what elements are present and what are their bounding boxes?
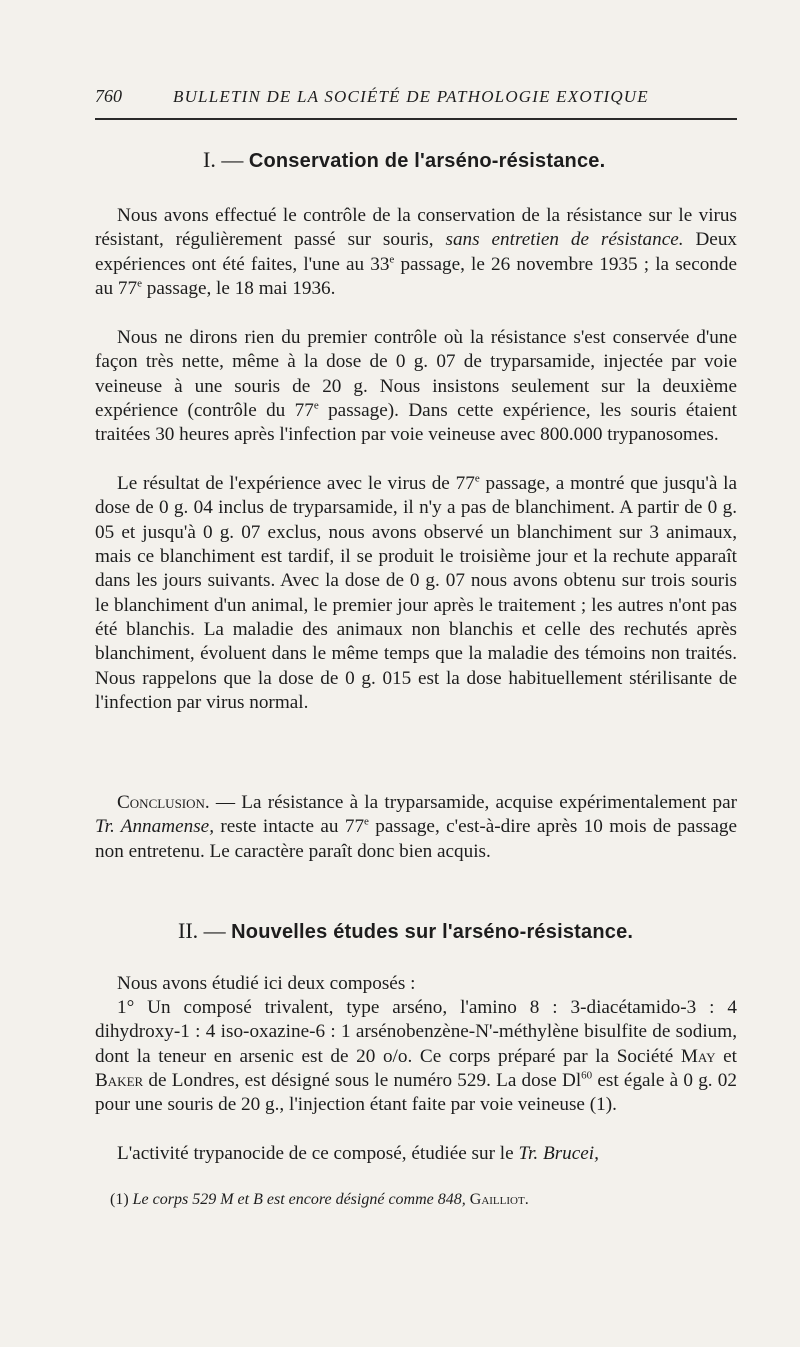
footnote-author: Gailliot.: [465, 1191, 529, 1208]
footnote: [110, 1190, 737, 1210]
section-2-paragraph-3: L'activité trypanocide de ce composé, étudiée sur le Tr. Brucei,: [117, 1143, 599, 1165]
running-head: [95, 82, 737, 114]
section-2-number: II. —: [178, 918, 226, 943]
section-2-paragraph-1: Nous avons étudié ici deux composés :: [117, 973, 416, 995]
section-1-paragraph-2: Nous ne dirons rien du premier contrôle où la résistance s'est conservée d'une façon très nette, même à la dose de 0 g. 07 de tryparsamide, injectée par voie veineuse à une souris de 20 g. Nous insistons seulement sur la deuxième expérience (contrôle du 77e passage). Dans cette expérience, les souris étaient traitées 30 heures après l'infection par voie veineuse avec 800.000 trypanosomes.: [95, 327, 737, 446]
conclusion-label: Conclusion.: [117, 792, 210, 814]
section-2-title: Nouvelles études sur l'arséno-résistance.: [231, 921, 634, 943]
section-2-paragraph-2: 1° Un composé trivalent, type arséno, l'amino 8 : 3-diacétamido-3 : 4 dihydroxy-1 : 4 iso-oxazine-6 : 1 arsénobenzène-N'-méthylène bisulfite de sodium, dont la teneur en arsenic est de 20 o/o. Ce corps préparé par la Société May et Baker de Londres, est désigné sous le numéro 529. La dose Dl$^{60}$ est égale à 0 g. 02 pour une souris de 20 g., l'injection étant faite par voie veineuse (1).: [95, 997, 737, 1116]
section-2-heading: [178, 918, 633, 944]
footnote-text: Le corps 529 M et B est encore désigné comme 848,: [128, 1191, 466, 1208]
journal-title: BULLETIN DE LA SOCIÉTÉ DE PATHOLOGIE EXOTIQUE: [173, 87, 649, 106]
section-1-paragraph-1: Nous avons effectué le contrôle de la conservation de la résistance sur le virus résistant, régulièrement passé sur souris, sans entretien de résistance. Deux expériences ont été faites, l'une au 33e passage, le 26 novembre 1935 ; la seconde au 77e passage, le 18 mai 1936.: [95, 205, 738, 300]
header-rule: [95, 118, 737, 120]
section-1-heading: [203, 147, 605, 173]
conclusion-paragraph: Conclusion. — La résistance à la tryparsamide, acquise expérimentalement par Tr. Annamense, reste intacte au 77e passage, c'est-à-dire après 10 mois de passage non entretenu. Le caractère paraît donc bien acquis.: [95, 792, 738, 862]
page-number: 760: [95, 86, 122, 106]
section-1-paragraph-3: Le résultat de l'expérience avec le virus de 77e passage, a montré que jusqu'à la dose de 0 g. 04 inclus de tryparsamide, il n'y a pas de blanchiment. A partir de 0 g. 05 et jusqu'à 0 g. 07 exclus, nous avons observé un blanchiment sur 3 animaux, mais ce blanchiment est tardif, il se produit le troisième jour et la rechute apparaît dans les jours suivants. Avec la dose de 0 g. 07 nous avons obtenu sur trois souris le blanchiment d'un animal, le premier jour après le traitement ; les autres n'ont pas été blanchis. La maladie des animaux non blanchis et celle des rechutés après blanchiment, évoluent dans le même temps que la maladie des témoins non traités. Nous rappelons que la dose de 0 g. 015 est la dose habituellement stérilisante de l'infection par virus normal.: [95, 472, 738, 713]
section-1-number: I. —: [203, 147, 244, 172]
footnote-mark: (1): [110, 1191, 129, 1208]
section-1-title: Conservation de l'arséno-résistance.: [248, 150, 606, 172]
